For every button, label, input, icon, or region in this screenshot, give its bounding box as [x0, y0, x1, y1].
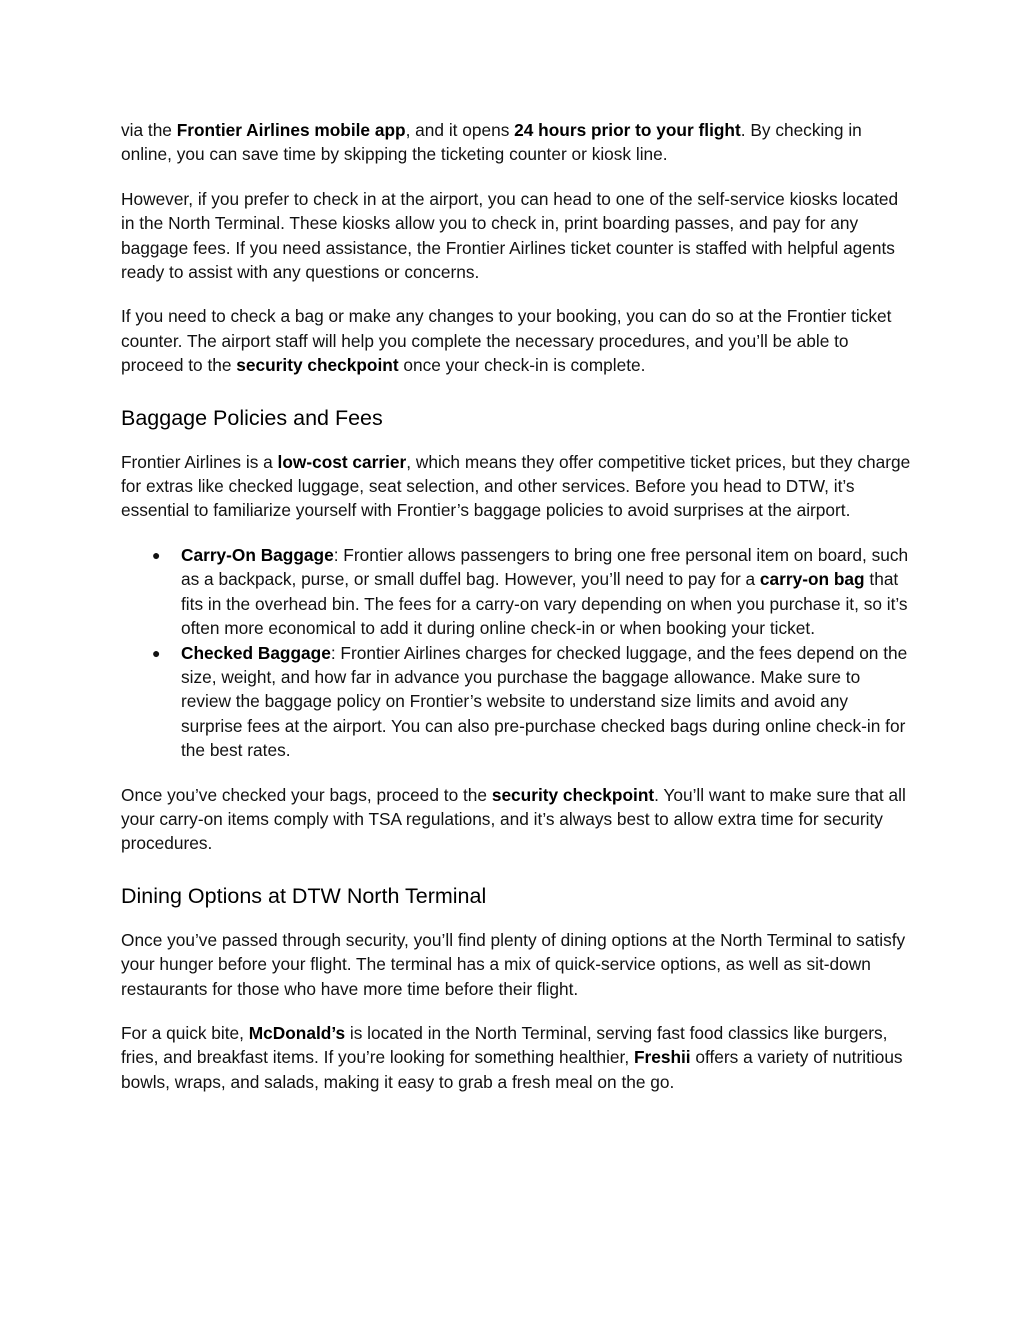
bold-security-checkpoint: security checkpoint [491, 784, 655, 805]
ticket-counter-paragraph: If you need to check a bag or make any changes to your booking, you can do so at the Frontier ticket counter. The airport staff will help you complete the necessary procedures, and you’ll be able to proceed to the security checkpoint once your check-in is complete. [121, 306, 892, 376]
bold-checkin-window: 24 hours prior to your flight [514, 120, 741, 140]
bold-mcdonalds: McDonald’s [248, 1022, 346, 1043]
list-item-carry-on: ● Carry-On Baggage: Frontier allows passengers to bring one free personal item on board, such as a backpack, purse, or small duffel bag. However, you’ll need to pay for a carry-on bag that fits in the overhead bin. The fees for a carry-on vary depending on when you purchase it, so it’s often more economical to add it during online check-in or when booking your ticket. [152, 544, 909, 639]
security-paragraph: Once you’ve checked your bags, proceed to the security checkpoint. You’ll want to make sure that all your carry-on items comply with TSA regulations, and it’s always best to allow extra time for security procedures. [121, 784, 906, 854]
list-item-checked: ● Checked Baggage: Frontier Airlines charges for checked luggage, and the fees depend on the size, weight, and how far in advance you purchase the baggage allowance. Make sure to review the baggage policy on Frontier’s website to understand size limits and avoid any surprise fees at the airport. You can also pre-purchase checked bags during online check-in for the best rates. [152, 642, 908, 761]
dining-heading: Dining Options at DTW North Terminal [121, 883, 487, 908]
bullet-icon: ● [152, 644, 161, 661]
low-cost-carrier-paragraph: Frontier Airlines is a low-cost carrier, which means they offer competitive ticket prices, but they charge for extras like checked luggage, seat selection, and other services. Before you head to DTW, it’s essential to familiarize yourself with Frontier’s baggage policies to avoid surprises at the airport. [121, 451, 911, 521]
airport-kiosk-paragraph: However, if you prefer to check in at the airport, you can head to one of the self-service kiosks located in the North Terminal. These kiosks allow you to check in, print boarding passes, and pay for any baggage fees. If you need assistance, the Frontier Airlines ticket counter is staffed with helpful agents ready to assist with any questions or concerns. [121, 188, 899, 283]
bold-security-checkpoint: security checkpoint [236, 355, 399, 376]
quick-bite-paragraph: For a quick bite, McDonald’s is located in the North Terminal, serving fast food classics like burgers, fries, and breakfast items. If you’re looking for something healthier, Freshii offers a variety of nutritious bowls, wraps, and salads, making it easy to grab a fresh meal on the go. [121, 1022, 903, 1092]
baggage-heading: Baggage Policies and Fees [121, 405, 383, 430]
dining-intro-paragraph: Once you’ve passed through security, you’ll find plenty of dining options at the North Terminal to satisfy your hunger before your flight. The terminal has a mix of quick-service options, as well as sit-down restaurants for those who have more time before their flight. [121, 929, 906, 999]
document-page [121, 118, 911, 1114]
baggage-list [121, 543, 911, 763]
bold-app-name: Frontier Airlines mobile app [176, 120, 406, 140]
checkin-online-paragraph: via the Frontier Airlines mobile app, and it opens 24 hours prior to your flight. By checking in online, you can save time by skipping the ticketing counter or kiosk line. [121, 120, 862, 165]
bold-freshii: Freshii [633, 1047, 691, 1068]
bold-low-cost-carrier: low-cost carrier [277, 451, 407, 472]
bullet-icon: ● [152, 546, 161, 563]
